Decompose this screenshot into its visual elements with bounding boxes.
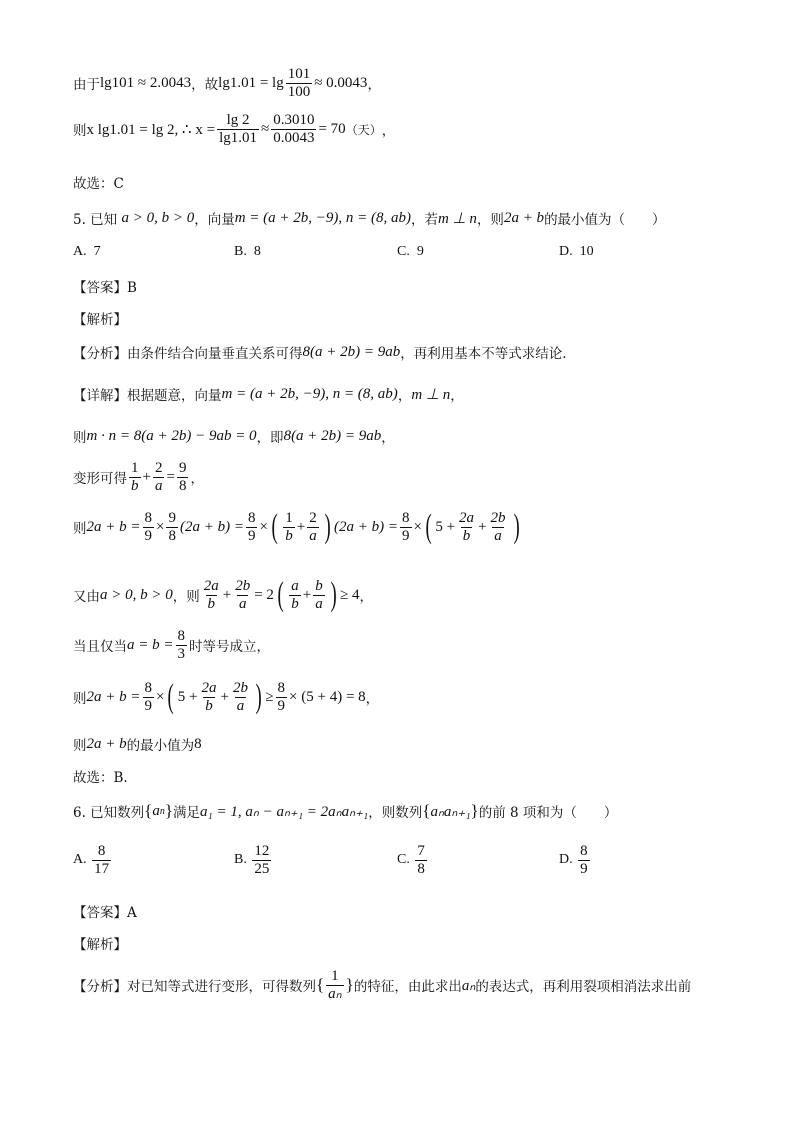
q5-step-6	[73, 680, 379, 714]
text: ，	[365, 691, 380, 707]
fraction: $\frac{2a}{b}$	[459, 510, 475, 544]
fraction: $\frac{2}{a}$	[309, 510, 317, 544]
text: ，	[381, 430, 395, 446]
text: ，再利用基本不等式求结论.	[400, 346, 567, 362]
q6-option-d[interactable]: D. $\frac{8}{9}$	[559, 843, 588, 877]
math: 5 +	[177, 688, 198, 705]
fraction: $\frac{9}{8}$	[168, 510, 176, 544]
math: ≥	[265, 688, 274, 705]
text: 6. 已知数列	[73, 805, 145, 821]
text: 则	[73, 521, 87, 537]
math: × (5 + 4) = 8	[289, 688, 366, 705]
right-paren: )	[513, 508, 520, 545]
math: m ⊥ n	[411, 386, 451, 403]
text: ，向量	[194, 212, 235, 228]
math: a₁ = 1, aₙ − aₙ₊₁ = 2aₙaₙ₊₁	[200, 803, 369, 820]
text: 根据题意，向量	[127, 388, 222, 404]
q5-option-c[interactable]: C. 9	[397, 244, 424, 259]
q5-option-d[interactable]: D. 10	[559, 244, 594, 259]
fraction: $\frac{b}{a}$	[315, 578, 323, 612]
fraction: $\frac{2b}{a}$	[232, 680, 248, 714]
math-subscript: n	[159, 805, 165, 817]
text: ，	[397, 388, 412, 404]
math: 2a + b	[503, 209, 545, 226]
text: 5. 已知	[73, 212, 118, 228]
text: 【分析】	[73, 979, 127, 995]
fraction: $\frac{101}{100}$	[287, 66, 311, 100]
math: 5 +	[435, 518, 456, 535]
text: 对已知等式进行变形，可得数列	[127, 979, 316, 995]
math: +	[302, 586, 312, 603]
math: +	[222, 586, 232, 603]
text: 满足	[173, 805, 201, 821]
math: 2a + b =	[86, 688, 141, 705]
math: a > 0, b > 0	[121, 209, 195, 226]
text: 则	[73, 738, 87, 754]
q6-analysis-label: 【解析】	[73, 937, 127, 953]
math: 8	[194, 735, 202, 752]
text: ，	[190, 471, 204, 487]
fraction: $\frac{8}{9}$	[144, 510, 152, 544]
q5-step-5	[73, 628, 270, 662]
text: ，则数列	[368, 805, 423, 821]
text: 的最小值为（ ）	[544, 212, 666, 228]
text: 则	[73, 430, 87, 446]
math: = 2	[254, 586, 274, 603]
text: 【分析】	[73, 346, 127, 362]
intro-choice: 故选：C	[73, 176, 124, 192]
fraction: $\frac{2}{a}$	[154, 460, 163, 494]
fraction: $\frac{a}{b}$	[291, 578, 299, 612]
math: ≥ 4	[340, 586, 360, 603]
math: aₙ	[461, 977, 476, 994]
text: 则	[73, 691, 87, 707]
fraction: $\frac{2a}{b}$	[203, 578, 219, 612]
fraction: $\frac{2b}{a}$	[490, 510, 506, 544]
text: ，	[367, 77, 381, 93]
math: +	[478, 518, 487, 535]
fraction: $\frac{8}{9}$	[144, 680, 152, 714]
intro-line-2	[73, 112, 395, 146]
fraction: $\frac{2a}{b}$	[201, 680, 217, 714]
math: ×	[156, 518, 165, 535]
text: 的特征，由此求出	[353, 979, 462, 995]
math: ×	[413, 518, 422, 535]
q5-step-4	[73, 578, 373, 612]
fraction: $\frac{8}{3}$	[177, 628, 185, 662]
text: ，即	[256, 430, 284, 446]
q5-option-b[interactable]: B. 8	[234, 244, 261, 259]
q5-answer: 【答案】B	[73, 280, 137, 296]
math: ≈	[260, 120, 270, 137]
fraction: $\frac{8}{9}$	[402, 510, 410, 544]
q5-step-7	[73, 734, 202, 754]
text: 的表达式，再利用裂项相消法求出前	[475, 979, 692, 995]
q5-fenxi	[73, 342, 567, 362]
q5-step-3	[73, 510, 523, 544]
text: 【详解】	[73, 388, 127, 404]
text: 由于	[73, 77, 100, 93]
text: 变形可得	[73, 471, 127, 487]
q6-fenxi	[73, 968, 691, 1002]
text: 当且仅当	[73, 639, 127, 655]
q6-option-a[interactable]: A. $\frac{8}{17}$	[73, 843, 110, 877]
brace: }	[164, 801, 174, 820]
fraction: $\frac{8}{9}$	[247, 510, 256, 544]
math: ≈ 0.0043	[314, 74, 368, 91]
q5-step-1	[73, 426, 395, 446]
q5-choice: 故选：B.	[73, 770, 128, 786]
q5-xiangjie	[73, 384, 464, 404]
brace: {	[316, 975, 325, 994]
math: 8(a + 2b) = 9ab	[302, 343, 401, 360]
intro-line-1	[73, 66, 381, 100]
brace: {	[144, 801, 153, 820]
math: m = (a + 2b, −9), n = (8, ab)	[221, 385, 398, 402]
fraction: $\frac{1}{\text{aₙ}}$	[328, 968, 342, 1002]
brace: }	[345, 975, 354, 994]
text: 的最小值为	[126, 738, 195, 754]
left-paren: (	[271, 508, 278, 545]
brace: }	[470, 801, 479, 820]
left-paren: (	[277, 576, 284, 613]
q5-analysis-label: 【解析】	[73, 312, 127, 328]
math: +	[296, 518, 306, 535]
math: ×	[156, 688, 165, 705]
fraction: $\frac{1}{b}$	[285, 510, 293, 544]
text: ，	[359, 589, 374, 605]
text: ，	[381, 123, 396, 139]
q6-option-c[interactable]: C. $\frac{7}{8}$	[397, 843, 425, 877]
text: ，	[450, 388, 464, 404]
text: （天）	[345, 122, 382, 137]
text: 由条件结合向量垂直关系可得	[127, 346, 303, 362]
math: = 70	[318, 120, 346, 137]
left-paren: (	[425, 508, 432, 545]
text: ，则	[172, 589, 200, 605]
math: a > 0, b > 0	[100, 586, 173, 603]
math: m = (a + 2b, −9), n = (8, ab)	[234, 209, 412, 226]
math: a	[152, 802, 160, 819]
brace: {	[422, 801, 431, 820]
math: 8(a + 2b) = 9ab	[283, 427, 382, 444]
math: +	[220, 688, 229, 705]
text: ，则	[476, 212, 504, 228]
math: (2a + b) =	[334, 518, 399, 535]
math: (2a + b) =	[179, 518, 244, 535]
math: lg1.01 = lg	[218, 74, 284, 91]
math: lg101 ≈ 2.0043	[100, 74, 192, 91]
text: 又由	[73, 589, 100, 605]
fraction: $\frac{\lg 2}{\lg 1.01}$	[219, 112, 257, 146]
text: 的前 8 项和为（ ）	[478, 805, 618, 821]
fraction: $\frac{1}{b}$	[131, 460, 139, 494]
q5-stem	[73, 208, 666, 228]
math: a = b =	[127, 636, 174, 653]
math: m · n = 8(a + 2b) − 9ab = 0	[86, 427, 257, 444]
fraction: $\frac{9}{8}$	[178, 460, 187, 494]
q5-step-2	[73, 460, 204, 494]
math: 2a + b	[86, 735, 127, 752]
text: 则	[73, 123, 87, 139]
left-paren: (	[168, 678, 175, 715]
right-paren: )	[330, 576, 337, 613]
q6-stem	[73, 801, 617, 821]
text: ，若	[411, 212, 439, 228]
q6-answer: 【答案】A	[73, 905, 137, 921]
right-paren: )	[324, 508, 331, 545]
math: x lg1.01 = lg 2, ∴ x =	[86, 121, 216, 138]
q5-option-a[interactable]: A. 7	[73, 244, 101, 259]
math: +	[142, 468, 151, 485]
math: aₙaₙ₊₁	[430, 803, 471, 820]
text: ，故	[191, 77, 219, 93]
fraction: $\frac{0.3010}{0.0043}$	[273, 112, 315, 146]
fraction: $\frac{8}{9}$	[277, 680, 286, 714]
math: ×	[259, 518, 268, 535]
q6-option-b[interactable]: B. $\frac{12}{25}$	[234, 843, 270, 877]
math: 2a + b =	[86, 518, 141, 535]
math: =	[166, 468, 175, 485]
math: m ⊥ n	[438, 210, 477, 227]
text: 时等号成立，	[189, 639, 270, 655]
fraction: $\frac{2b}{a}$	[235, 578, 251, 612]
right-paren: )	[255, 678, 262, 715]
